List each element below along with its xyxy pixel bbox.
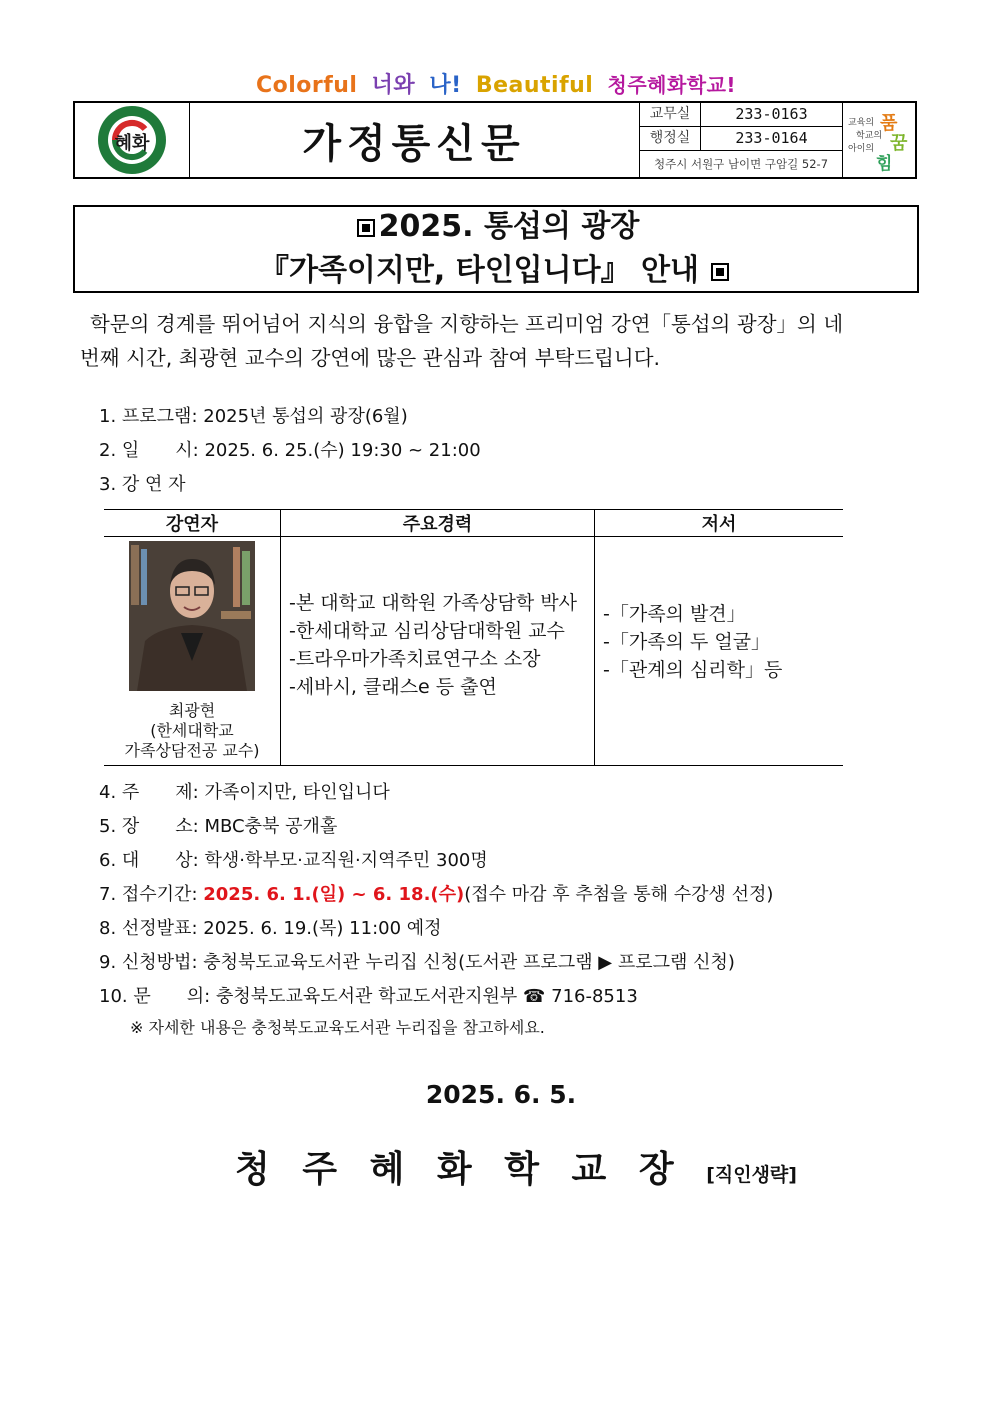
motto-word: 품 xyxy=(880,113,898,134)
contact-row-admin xyxy=(640,127,842,151)
item-value: 충청북도교육도서관 학교도서관지원부 ☎ 716-8513 xyxy=(215,986,638,1007)
letter-header xyxy=(73,101,917,179)
table-row xyxy=(104,537,843,766)
school-motto-decoration xyxy=(842,103,915,177)
item-label: 9. 신청방법: xyxy=(99,952,198,973)
item-value: 학생·학부모·교직원·지역주민 300명 xyxy=(204,850,488,871)
logo-text: 혜화 xyxy=(114,133,150,154)
motto-line: 교육의 xyxy=(848,118,875,128)
principal-signature xyxy=(0,1141,992,1192)
notice-title-box xyxy=(73,205,919,293)
slogan-school: 청주혜화학교! xyxy=(607,73,737,97)
motto-word: 힘 xyxy=(876,154,893,174)
item-topic xyxy=(99,778,390,804)
item-label: 3. 강 연 자 xyxy=(99,474,186,495)
item-label: 1. 프로그램: xyxy=(99,406,198,427)
motto-line: 아이의 xyxy=(848,144,875,154)
signature-text: 청 주 혜 화 학 교 장 xyxy=(235,1149,684,1190)
speaker-cell xyxy=(104,537,281,766)
school-logo-cell xyxy=(75,103,190,177)
item-value: (접수 마감 후 추첨을 통해 수강생 선정) xyxy=(464,884,774,905)
item-value: 2025년 통섭의 광장(6월) xyxy=(203,406,408,427)
speaker-name: 최광현 xyxy=(168,701,216,720)
notice-title-line2 xyxy=(75,251,917,291)
career-item: -한세대학교 심리상담대학원 교수 xyxy=(289,620,565,642)
item-audience xyxy=(99,846,488,872)
books-list xyxy=(595,600,843,684)
contact-label: 교무실 xyxy=(640,103,701,126)
career-cell xyxy=(281,537,595,766)
item-label: 4. 주 제: xyxy=(99,782,199,803)
table-header-row xyxy=(104,510,843,537)
speaker-affiliation: 가족상담전공 교수) xyxy=(124,741,260,760)
title-text: 『가족이지만, 타인입니다』 안내 xyxy=(258,253,700,288)
contact-info xyxy=(639,103,843,177)
school-slogan xyxy=(0,68,992,99)
item-value: MBC충북 공개홀 xyxy=(204,816,338,837)
contact-value: 233-0163 xyxy=(735,105,808,123)
motto-word: 꿈 xyxy=(890,133,908,154)
page-title: 가정통신문 xyxy=(302,120,526,167)
title-text: 2025. 통섭의 광장 xyxy=(378,209,640,244)
item-program xyxy=(99,402,408,428)
school-address: 청주시 서원구 남이면 구암길 52-7 xyxy=(653,157,829,171)
career-item: -트라우마가족치료연구소 소장 xyxy=(289,648,541,670)
career-list xyxy=(281,589,594,701)
item-value: 충청북도교육도서관 누리집 신청(도서관 프로그램 ▶ 프로그램 신청) xyxy=(203,952,735,973)
item-datetime xyxy=(99,436,481,462)
slogan-colorful: Colorful xyxy=(255,73,358,98)
item-announcement xyxy=(99,914,442,940)
item-label: 2. 일 시: xyxy=(99,440,199,461)
item-value: 2025. 6. 25.(수) 19:30 ~ 21:00 xyxy=(204,440,481,461)
issue-date: 2025. 6. 5. xyxy=(425,1080,577,1109)
contact-label: 행정실 xyxy=(640,127,701,150)
career-item: -본 대학교 대학원 가족상담학 박사 xyxy=(289,592,577,614)
contact-row-office xyxy=(640,103,842,127)
book-item: -「가족의 두 얼굴」 xyxy=(603,631,771,653)
career-item: -세바시, 클래스e 등 출연 xyxy=(289,676,497,698)
item-label: 10. 문 의: xyxy=(99,986,211,1007)
item-label: 5. 장 소: xyxy=(99,816,199,837)
books-cell xyxy=(595,537,844,766)
slogan-me: 나! xyxy=(429,73,462,98)
intro-paragraph: 학문의 경계를 뛰어넘어 지식의 융합을 지향하는 프리미엄 강연「통섭의 광장」의 네 번째 시간, 최광현 교수의 강연에 많은 관심과 참여 부탁드립니다. xyxy=(80,312,844,370)
speaker-photo xyxy=(129,541,255,691)
square-bullet-icon xyxy=(357,219,375,237)
notice-title-line1 xyxy=(75,207,917,247)
speaker-caption xyxy=(104,701,280,761)
seal-omitted-note: [직인생략] xyxy=(706,1164,797,1186)
speaker-affiliation: (한세대학교 xyxy=(150,721,234,740)
column-header: 주요경력 xyxy=(281,510,595,537)
item-label: 8. 선정발표: xyxy=(99,918,198,939)
square-bullet-icon xyxy=(711,263,729,281)
speaker-portrait-icon xyxy=(129,541,255,691)
item-value-highlight: 2025. 6. 1.(일) ~ 6. 18.(수) xyxy=(203,884,465,905)
item-registration-period xyxy=(99,880,773,906)
item-application xyxy=(99,948,735,974)
motto-line: 학교의 xyxy=(856,131,883,141)
book-item: -「관계의 심리학」등 xyxy=(603,659,783,681)
column-header: 강연자 xyxy=(104,510,281,537)
item-value: 가족이지만, 타인입니다 xyxy=(204,782,390,803)
book-item: -「가족의 발견」 xyxy=(603,603,746,625)
item-inquiry xyxy=(99,982,638,1008)
item-label: 7. 접수기간: xyxy=(99,884,198,905)
contact-value: 233-0164 xyxy=(735,129,808,147)
slogan-beautiful: Beautiful xyxy=(475,73,594,98)
reference-note: ※ 자세한 내용은 충청북도교육도서관 누리집을 참고하세요. xyxy=(130,1018,545,1037)
column-header: 저서 xyxy=(595,510,844,537)
item-value: 2025. 6. 19.(목) 11:00 예정 xyxy=(203,918,442,939)
item-speaker xyxy=(99,470,186,496)
slogan-you-and: 너와 xyxy=(371,73,416,98)
item-venue xyxy=(99,812,337,838)
item-label: 6. 대 상: xyxy=(99,850,199,871)
speaker-table xyxy=(104,509,843,766)
